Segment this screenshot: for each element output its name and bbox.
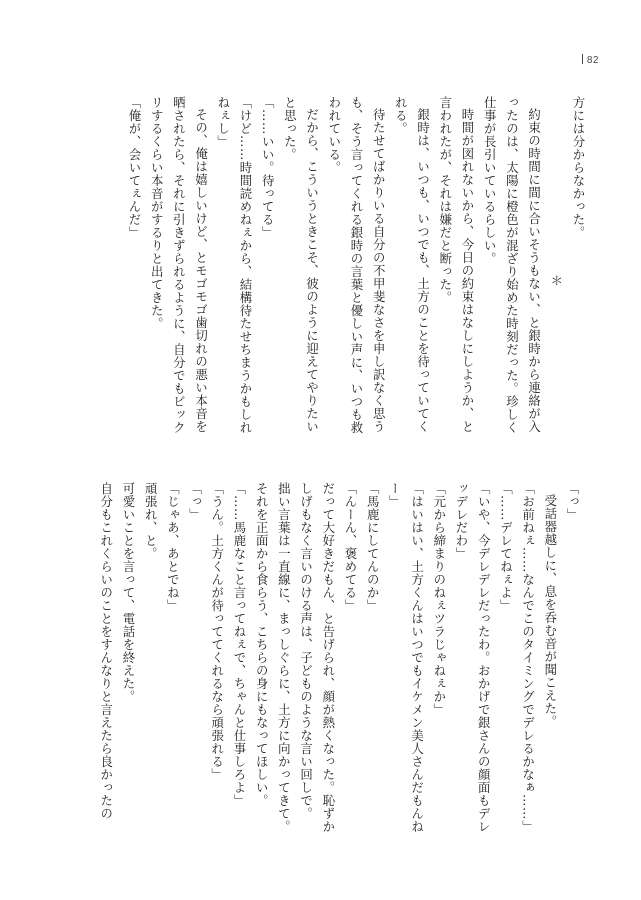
page-number [582, 54, 599, 66]
paragraph: 拙い言葉は一直線に、まっしぐらに、土方に向かってきて。それを正面から食らう、こちらの身にもなってほしい。 [254, 482, 292, 833]
paragraph: 方には分からなかった。 [571, 96, 586, 239]
page-number-divider [582, 54, 583, 64]
paragraph: 「いや、今デレデレだったわ。おかげで銀さんの顔面もデレッデレだわ」 [453, 482, 492, 833]
paragraph: 待たせてばかりいる自分の不甲斐なさを申し訳なく思うも、そう言ってくれる銀時の言葉と優しい声に、いつも救われている。 [326, 96, 387, 434]
paragraph: 可愛いことを言って、電話を終えた。 [120, 482, 136, 703]
paragraph: 「……いい。待ってる」 [260, 96, 276, 239]
paragraph: 「けど……時間読めねぇから、結構待たせちまうかもしれねぇし」 [215, 96, 253, 434]
paragraph: 「っ」 [187, 482, 203, 521]
paragraph: 頑張れ、と。 [143, 482, 159, 560]
paragraph: 自分もこれくらいのことをすんなりと言えたら良かったの [98, 482, 114, 820]
paragraph: だから、こういうときこそ、彼のように迎えてやりたいと思った。 [282, 96, 320, 434]
paragraph: 「俺が、会いてぇんだ」 [126, 96, 142, 239]
paragraph: 「うん。土方くんが待っててくれるなら頑張れる」 [209, 482, 225, 781]
paragraph: だって大好きだもん、と告げられ、顔が熱くなった。恥ずかしげもなく言いのける声は、子どものような言い回しで。 [298, 482, 336, 833]
paragraph: 「お前ねぇ……なんでこのタイミングでデレるかなぁ……」 [520, 482, 536, 833]
paragraph: 時間が図れないから、今日の約束はなしにしようか、と言われたが、それは嫌だと断った。 [437, 96, 475, 434]
paragraph: 銀時は、いつも、いつでも、土方のことを待っていてくれる。 [393, 96, 431, 434]
paragraph: 「じゃあ、あとでね」 [165, 482, 181, 612]
paragraph: 「はいはい、土方くんはいつでもイケメン美人さんだもんねー」 [387, 482, 425, 833]
lower-text-block [63, 482, 583, 838]
paragraph: 「っ」 [565, 482, 580, 521]
paragraph: その、俺は嬉しいけど、とモゴモゴ歯切れの悪い本音を晒されたら、それに引きずられるように、自分でもビックリするくらい本音がするりと出てきた。 [149, 96, 209, 434]
paragraph: 「んーん、褒めてる」 [342, 482, 358, 612]
paragraph: 受話器越しに、息を呑む音が聞こえた。 [542, 494, 558, 729]
page-number-value: 82 [586, 55, 599, 66]
paragraph: 「元から締まりのねぇツラじゃねぇか」 [431, 482, 447, 716]
paragraph: 「……馬鹿なこと言ってねぇで、ちゃんと仕事しろよ」 [231, 482, 247, 807]
scene-break: ＊ [548, 273, 564, 287]
paragraph: 「馬鹿にしてんのか」 [365, 482, 381, 612]
paragraph: 約束の時間に間に合いそうもない、と銀時から連絡が入ったのは、太陽に橙色が混ざり始めた時刻だった。珍しく仕事が長引いているらしい。 [482, 96, 542, 434]
upper-text-block [69, 96, 589, 442]
paragraph: 「……デレてねぇよ」 [498, 482, 514, 612]
